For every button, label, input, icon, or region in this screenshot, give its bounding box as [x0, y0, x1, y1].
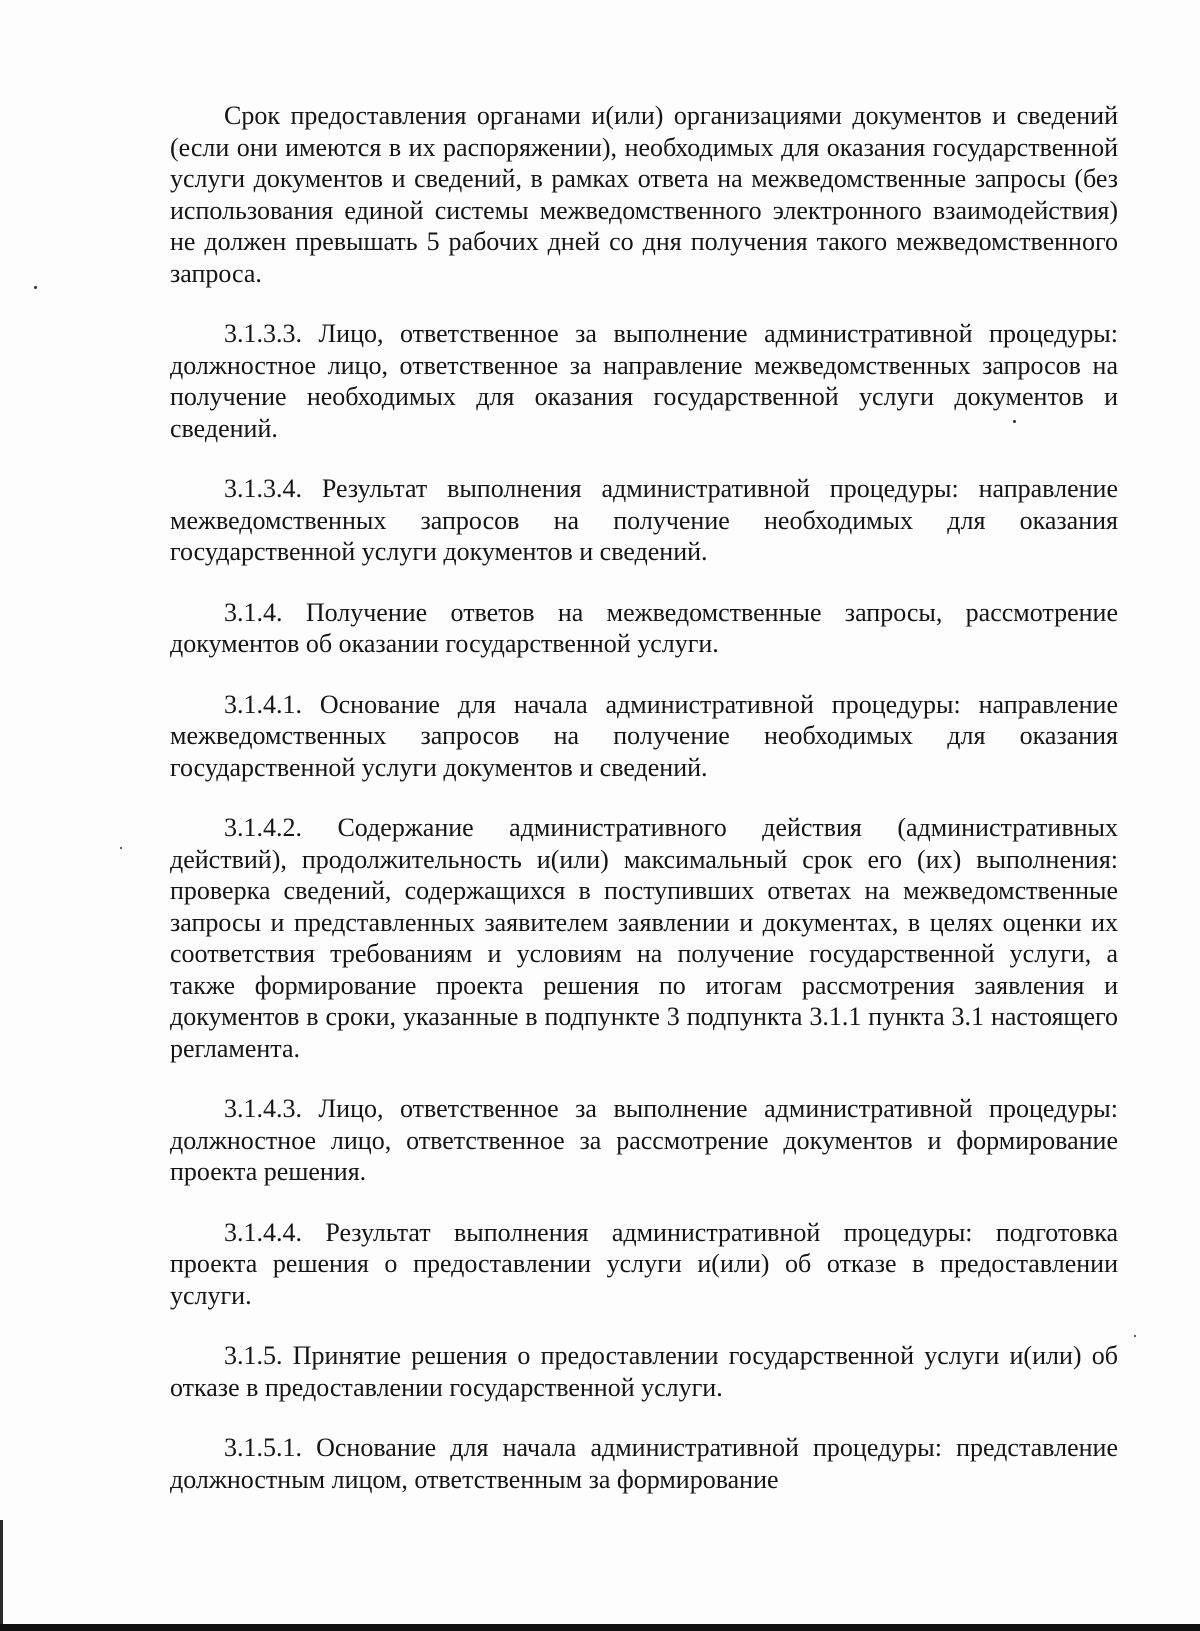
paragraph-3-1-5: 3.1.5. Принятие решения о предоставлении государственной услуги и(или) об отказе в предоставлении государственной услуги.: [170, 1341, 1118, 1402]
document-body: [170, 100, 1118, 1495]
paragraph-3-1-4-2: 3.1.4.2. Содержание административного действия (административных действий), продолжительность и(или) максимальный срок его (их) выполнения: проверка сведений, содержащихся в поступивших ответах на межведомственные запросы и представленных заявителем заявлении и документах, в целях оценки их соответствия требованиям и условиям на получение государственной услуги, а также формирование проекта решения по итогам рассмотрения заявления и документов в сроки, указанные в подпункте 3 подпункта 3.1.1 пункта 3.1 настоящего регламента.: [170, 813, 1118, 1063]
scan-edge-bottom: [0, 1624, 1200, 1631]
paragraph-3-1-4-3: 3.1.4.3. Лицо, ответственное за выполнение административной процедуры: должностное лицо, ответственное за рассмотрение документов и формирование проекта решения.: [170, 1094, 1118, 1186]
paragraph-3-1-3-4: 3.1.3.4. Результат выполнения административной процедуры: направление межведомственных запросов на получение необходимых для оказания государственной услуги документов и сведений.: [170, 474, 1118, 566]
scan-speck: [34, 286, 37, 289]
paragraph-3-1-4-1: 3.1.4.1. Основание для начала административной процедуры: направление межведомственных запросов на получение необходимых для оказания государственной услуги документов и сведений.: [170, 689, 1118, 782]
scan-speck: [1134, 1335, 1136, 1337]
scan-speck: [120, 847, 122, 849]
paragraph-3-1-4-4: 3.1.4.4. Результат выполнения административной процедуры: подготовка проекта решения о предоставлении услуги и(или) об отказе в предоставлении услуги.: [170, 1217, 1118, 1310]
scan-speck: [1013, 420, 1016, 423]
scan-edge-left: [0, 1520, 3, 1624]
paragraph-3-1-5-1: 3.1.5.1. Основание для начала административной процедуры: представление должностным лицом, ответственным за формирование: [170, 1433, 1118, 1494]
paragraph-deadline: Срок предоставления органами и(или) организациями документов и сведений (если они имеются в их распоряжении), необходимых для оказания государственной услуги документов и сведений, в рамках ответа на межведомственные запросы (без использования единой системы межведомственного электронного взаимодействия) не должен превышать 5 рабочих дней со дня получения такого межведомственного запроса.: [170, 101, 1118, 288]
paragraph-3-1-4: 3.1.4. Получение ответов на межведомственные запросы, рассмотрение документов об оказании государственной услуги.: [170, 597, 1118, 658]
paragraph-3-1-3-3: 3.1.3.3. Лицо, ответственное за выполнение административной процедуры: должностное лицо, ответственное за направление межведомственных запросов на получение необходимых для оказания государственной услуги документов и сведений.: [170, 319, 1118, 443]
